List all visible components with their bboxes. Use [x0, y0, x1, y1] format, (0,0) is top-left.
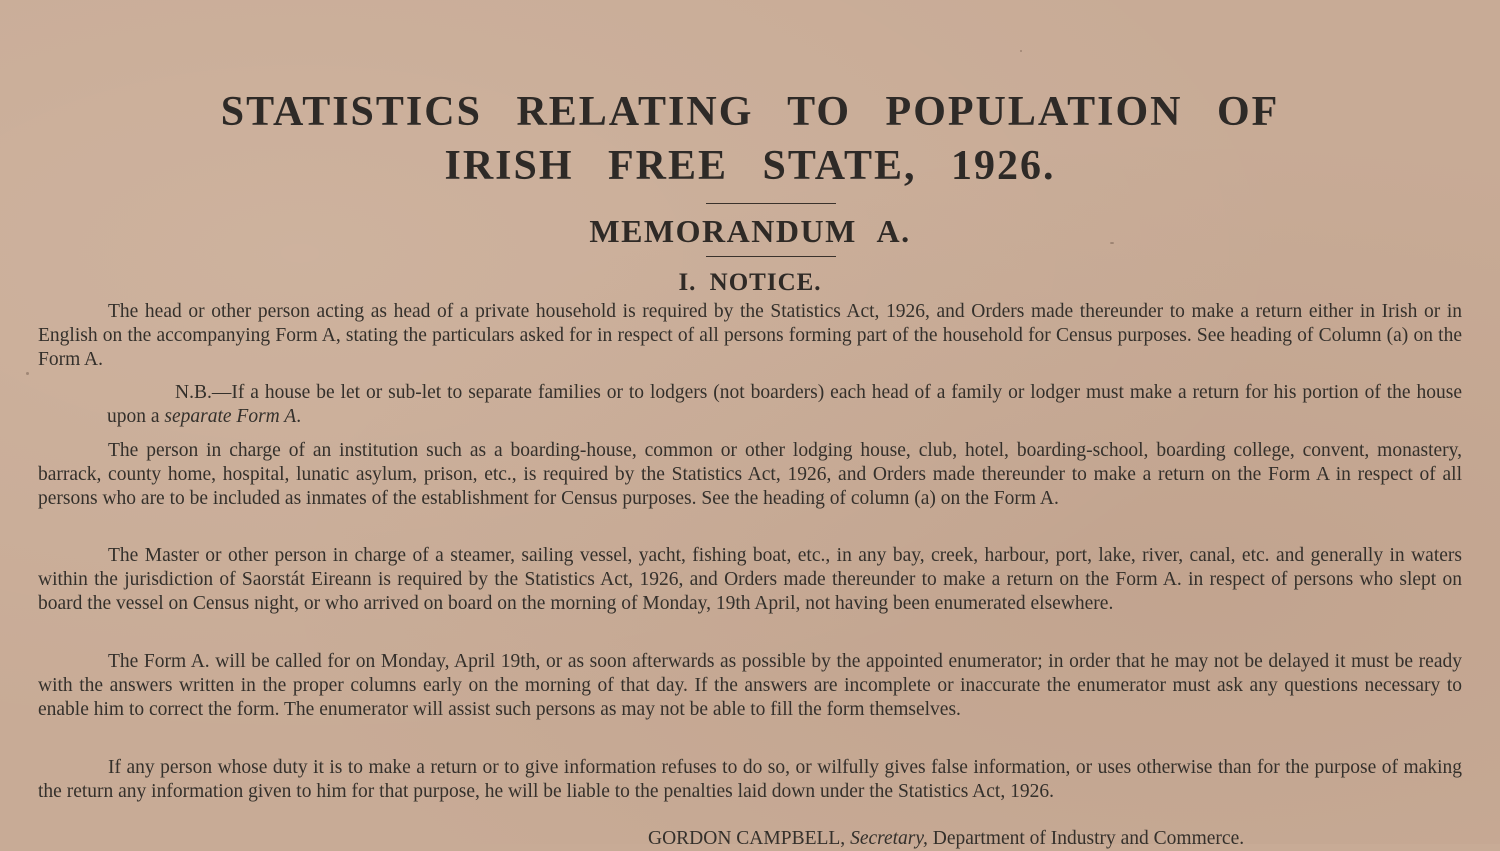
nb-note-text: N.B.—If a house be let or sub-let to separate families or to lodgers (not boarders) each head of a family or lodger must make a return for his portion of the house upon a [107, 382, 1462, 427]
signature-name: GORDON CAMPBELL, [648, 828, 846, 849]
paper-speck [1110, 242, 1114, 244]
signature-line [648, 827, 1244, 851]
notice-paragraph-penalties: If any person whose duty it is to make a return or to give information refuses to do so, or wilfully gives false information, or uses otherwise than for the purpose of making the return any information given to him for that purpose, he will be liable to the penalties laid down under the Statistics Act, 1926. [38, 757, 1462, 802]
title-divider-rule [706, 203, 836, 204]
paper-speck [1020, 50, 1022, 52]
memorandum-divider-rule [706, 256, 836, 257]
signature-department: Department of Industry and Commerce. [932, 828, 1245, 849]
nb-note-paragraph [107, 381, 1462, 429]
memorandum-heading: MEMORANDUM A. [589, 213, 911, 249]
notice-paragraph-institution: The person in charge of an institution such as a boarding-house, common or other lodging house, club, hotel, boarding-school, boarding college, convent, monastery, barrack, county home, hospital, lunatic asylum, prison, etc., is required by the Statistics Act, 1926, and Orders made thereunder to make a return on the Form A in respect of all persons who are to be included as inmates of the establishment for Census purposes. See the heading of column (a) on the Form A. [38, 440, 1462, 509]
document-title-line-1: STATISTICS RELATING TO POPULATION OF [220, 89, 1280, 135]
notice-paragraph-vessel: The Master or other person in charge of a steamer, sailing vessel, yacht, fishing boat, etc., in any bay, creek, harbour, port, lake, river, canal, etc. and generally in waters within the jurisdiction of Saorstát Eireann is required by the Statistics Act, 1926, and Orders made thereunder to make a return on the Form A. in respect of persons who slept on board the vessel on Census night, or who arrived on board on the morning of Monday, 19th April, not having been enumerated elsewhere. [38, 545, 1462, 614]
notice-paragraph-household: The head or other person acting as head of a private household is required by the Statistics Act, 1926, and Orders made thereunder to make a return either in Irish or in English on the accompanying Form A, stating the particulars asked for in respect of all persons forming part of the household for Census purposes. See heading of Column (a) on the Form A. [38, 301, 1462, 370]
document-title-line-2: IRISH FREE STATE, 1926. [444, 143, 1056, 189]
notice-paragraph-collection: The Form A. will be called for on Monday, April 19th, or as soon afterwards as possible by the appointed enumerator; in order that he may not be delayed it must be ready with the answers written in the proper columns early on the morning of that day. If the answers are incomplete or inaccurate the enumerator must ask any questions necessary to enable him to correct the form. The enumerator will assist such persons as may not be able to fill the form themselves. [38, 651, 1462, 720]
nb-note-end: . [296, 406, 302, 427]
paper-speck [26, 372, 29, 375]
signature-role: Secretary, [850, 828, 928, 849]
nb-note-italic: separate Form A [164, 406, 297, 427]
notice-section-heading: I. NOTICE. [678, 269, 822, 296]
